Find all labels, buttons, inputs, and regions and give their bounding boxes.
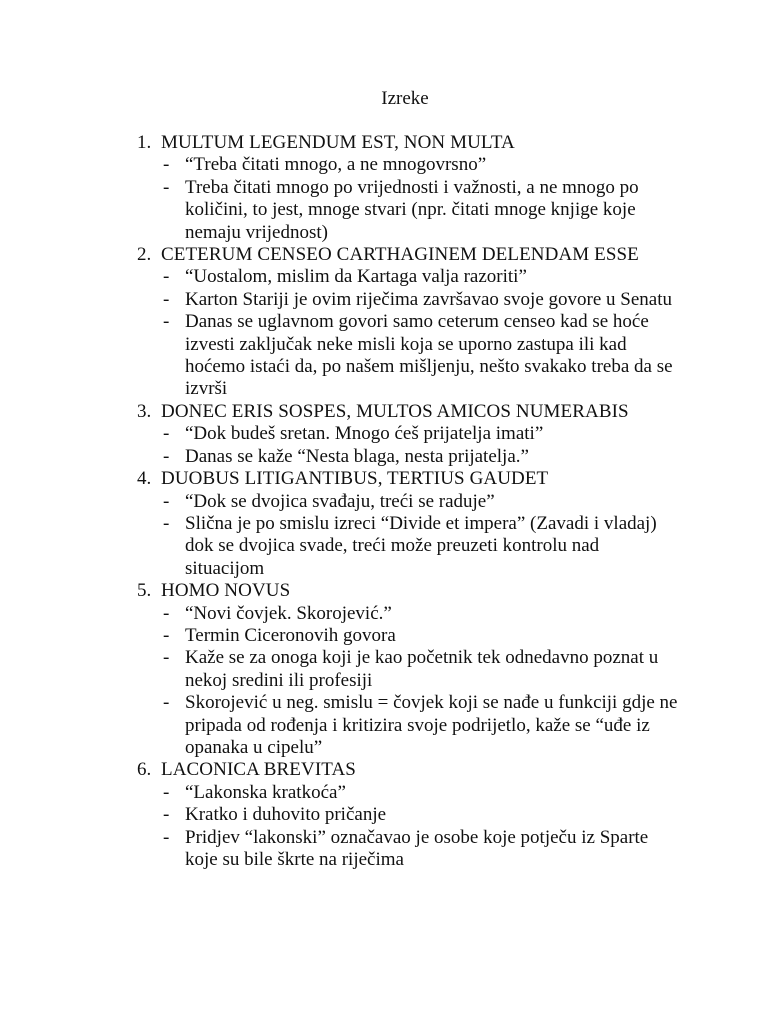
saying-number: 2. bbox=[137, 244, 152, 266]
note-item bbox=[161, 266, 682, 288]
note-item bbox=[161, 446, 682, 468]
note-text: “Novi čovjek. Skorojević.” bbox=[185, 602, 392, 624]
saying-notes bbox=[161, 782, 682, 872]
note-item bbox=[161, 827, 682, 872]
bullet-dash-icon: - bbox=[163, 176, 170, 198]
note-item bbox=[161, 782, 682, 804]
saying-item bbox=[137, 132, 682, 244]
bullet-dash-icon: - bbox=[163, 804, 170, 826]
note-text: Pridjev “lakonski” označavao je osobe koje potječu iz Sparte koje su bile škrte na riječima bbox=[185, 826, 649, 870]
saying-notes bbox=[161, 423, 682, 468]
saying-latin: LACONICA BREVITAS bbox=[161, 759, 356, 781]
note-text: Karton Stariji je ovim riječima završavao svoje govore u Senatu bbox=[185, 288, 672, 310]
note-item bbox=[161, 423, 682, 445]
note-text: “Treba čitati mnogo, a ne mnogovrsno” bbox=[185, 154, 487, 176]
note-item bbox=[161, 177, 682, 244]
bullet-dash-icon: - bbox=[163, 445, 170, 467]
note-item bbox=[161, 311, 682, 401]
saying-item bbox=[137, 759, 682, 871]
note-item bbox=[161, 804, 682, 826]
bullet-dash-icon: - bbox=[163, 647, 170, 669]
saying-latin: DUOBUS LITIGANTIBUS, TERTIUS GAUDET bbox=[161, 468, 549, 490]
saying-notes bbox=[161, 491, 682, 581]
bullet-dash-icon: - bbox=[163, 624, 170, 646]
saying-number: 3. bbox=[137, 400, 152, 422]
bullet-dash-icon: - bbox=[163, 826, 170, 848]
sayings-list bbox=[137, 132, 682, 871]
note-text: Treba čitati mnogo po vrijednosti i važnosti, a ne mnogo po količini, to jest, mnoge stvari (npr. čitati mnoge knjige koje nemaju vrijednost) bbox=[185, 176, 639, 243]
note-text: “Lakonska kratkoća” bbox=[185, 781, 346, 803]
note-item bbox=[161, 491, 682, 513]
bullet-dash-icon: - bbox=[163, 288, 170, 310]
saying-number: 5. bbox=[137, 580, 152, 602]
note-item bbox=[161, 289, 682, 311]
saying-item bbox=[137, 401, 682, 468]
saying-latin: DONEC ERIS SOSPES, MULTOS AMICOS NUMERABIS bbox=[161, 400, 629, 422]
bullet-dash-icon: - bbox=[163, 512, 170, 534]
note-text: “Dok se dvojica svađaju, treći se raduje” bbox=[185, 490, 495, 512]
bullet-dash-icon: - bbox=[163, 266, 170, 288]
page-title: Izreke bbox=[381, 88, 429, 109]
saying-notes bbox=[161, 266, 682, 400]
note-text: Danas se uglavnom govori samo ceterum censeo kad se hoće izvesti zaključak neke misli koja se uporno zastupa ili kad hoćemo istaći da, po našem mišljenju, nešto svakako treba da se izvrši bbox=[185, 311, 673, 400]
note-item bbox=[161, 154, 682, 176]
saying-notes bbox=[161, 154, 682, 244]
note-item bbox=[161, 647, 682, 692]
bullet-dash-icon: - bbox=[163, 490, 170, 512]
saying-latin: HOMO NOVUS bbox=[161, 580, 291, 602]
saying-number: 1. bbox=[137, 132, 152, 153]
note-text: “Dok budeš sretan. Mnogo ćeš prijatelja imati” bbox=[185, 423, 544, 445]
saying-item bbox=[137, 468, 682, 580]
saying-number: 4. bbox=[137, 468, 152, 490]
bullet-dash-icon: - bbox=[163, 423, 170, 445]
note-text: Danas se kaže “Nesta blaga, nesta prijatelja.” bbox=[185, 445, 529, 467]
note-text: Kaže se za onoga koji je kao početnik tek odnedavno poznat u nekoj sredini ili profesiji bbox=[185, 647, 659, 691]
saying-item bbox=[137, 244, 682, 401]
saying-item bbox=[137, 580, 682, 759]
saying-latin: MULTUM LEGENDUM EST, NON MULTA bbox=[161, 132, 515, 153]
bullet-dash-icon: - bbox=[163, 311, 170, 333]
note-text: Kratko i duhovito pričanje bbox=[185, 804, 387, 826]
saying-number: 6. bbox=[137, 759, 152, 781]
note-item bbox=[161, 603, 682, 625]
bullet-dash-icon: - bbox=[163, 602, 170, 624]
note-text: Skorojević u neg. smislu = čovjek koji se nađe u funkciji gdje ne pripada od rođenja i kritizira svoje podrijetlo, kaže se “uđe iz opanaka u cipelu” bbox=[185, 692, 678, 758]
note-item bbox=[161, 692, 682, 759]
note-text: Slična je po smislu izreci “Divide et impera” (Zavadi i vladaj) dok se dvojica svade, treći može preuzeti kontrolu nad situacijom bbox=[185, 512, 657, 579]
note-text: Termin Ciceronovih govora bbox=[185, 624, 396, 646]
note-item bbox=[161, 625, 682, 647]
note-text: “Uostalom, mislim da Kartaga valja razoriti” bbox=[185, 266, 527, 288]
bullet-dash-icon: - bbox=[163, 781, 170, 803]
bullet-dash-icon: - bbox=[163, 154, 170, 176]
bullet-dash-icon: - bbox=[163, 692, 170, 714]
note-item bbox=[161, 513, 682, 580]
saying-notes bbox=[161, 603, 682, 760]
saying-latin: CETERUM CENSEO CARTHAGINEM DELENDAM ESSE bbox=[161, 244, 639, 266]
